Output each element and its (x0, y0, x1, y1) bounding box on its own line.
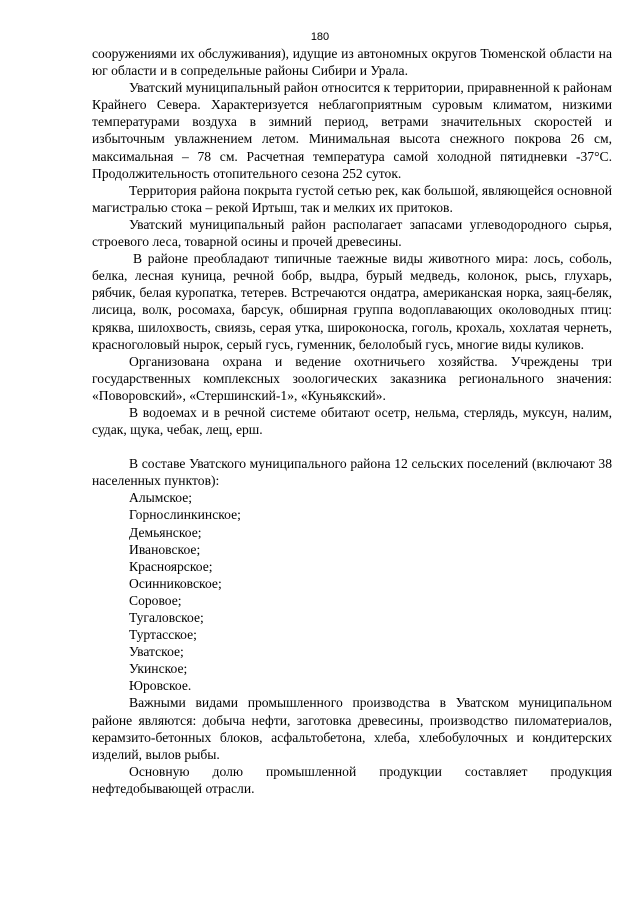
paragraph-fauna: В районе преобладают типичные таежные виды животного мира: лось, соболь, белка, лесная куница, речной бобр, выдра, бурый медведь, колонок, рысь, глухарь, рябчик, белая куропатка, тетерев. Встречаются ондатра, американская норка, заяц-беляк, лисица, волк, росомаха, барсук, обширная группа водоплавающих околоводных птиц: кряква, шилохвость, свиязь, серая утка, широконоска, гоголь, крохаль, хохлатая чернеть, красноголовый нырок, серый гусь, гуменник, белолобый гусь, многие виды куликов. (92, 251, 612, 352)
paragraph-settlements-intro: В составе Уватского муниципального района 12 сельских поселений (включают 38 населенных пунктов): (92, 456, 612, 489)
settlement-item: Осинниковское; (129, 575, 222, 591)
settlement-item: Укинское; (129, 661, 188, 677)
paragraph-climate: Уватский муниципальный район относится к территории, приравненной к районам Крайнего Севера. Характеризуется неблагоприятным суровым климатом, низкими температурами воздуха в зимний период, ветрами значительных скоростей и избыточным увлажнением летом. Минимальная высота снежного покрова 26 см, максимальная – 78 см. Расчетная температура самой холодной пятидневки -37°С. Продолжительность отопительного сезона 252 суток. (92, 80, 612, 181)
paragraph-oil-share: Основную долю промышленной продукции составляет продукция нефтедобывающей отрасли. (92, 763, 612, 796)
settlement-item: Демьянское; (129, 524, 202, 540)
paragraph-hunting: Организована охрана и ведение охотничьего хозяйства. Учреждены три государственных комплексных зоологических заказника регионального значения: «Поворовский», «Стершинский-1», «Куньякский». (92, 353, 612, 403)
settlement-item: Красноярское; (129, 558, 213, 574)
settlement-item: Юровское. (129, 678, 192, 694)
paragraph-resources: Уватский муниципальный район располагает запасами углеводородного сырья, строевого леса, товарной осины и прочей древесины. (92, 216, 612, 250)
paragraph-fish: В водоемах и в речной системе обитают осетр, нельма, стерлядь, муксун, налим, судак, щука, чебак, лещ, ерш. (92, 404, 612, 438)
settlement-item: Соровое; (129, 592, 182, 608)
settlement-item: Тугаловское; (129, 610, 204, 625)
document-body (92, 45, 612, 797)
paragraph-rivers: Территория района покрыта густой сетью рек, как большой, являющейся основной магистралью стока – рекой Иртыш, так и мелких их притоков. (92, 182, 612, 215)
settlement-item: Алымское; (129, 490, 193, 506)
paragraph-gap (92, 438, 612, 455)
page-number: 180 (310, 31, 330, 43)
settlement-item: Горнослинкинское; (129, 507, 241, 523)
settlement-list (92, 489, 612, 694)
paragraph-industry: Важными видами промышленного производства в Уватском муниципальном районе являются: добыча нефти, заготовка древесины, производство пиломатериалов, керамзито-бетонных блоков, асфальтобетона, хлеба, хлебобулочных и кондитерских изделий, вылов рыбы. (92, 695, 612, 762)
settlement-item: Уватское; (129, 644, 184, 660)
settlement-item: Ивановское; (129, 541, 201, 557)
settlement-item: Туртасское; (129, 627, 197, 643)
paragraph-continuation: сооружениями их обслуживания), идущие из автономных округов Тюменской области на юг области и в сопредельные районы Сибири и Урала. (92, 46, 612, 79)
